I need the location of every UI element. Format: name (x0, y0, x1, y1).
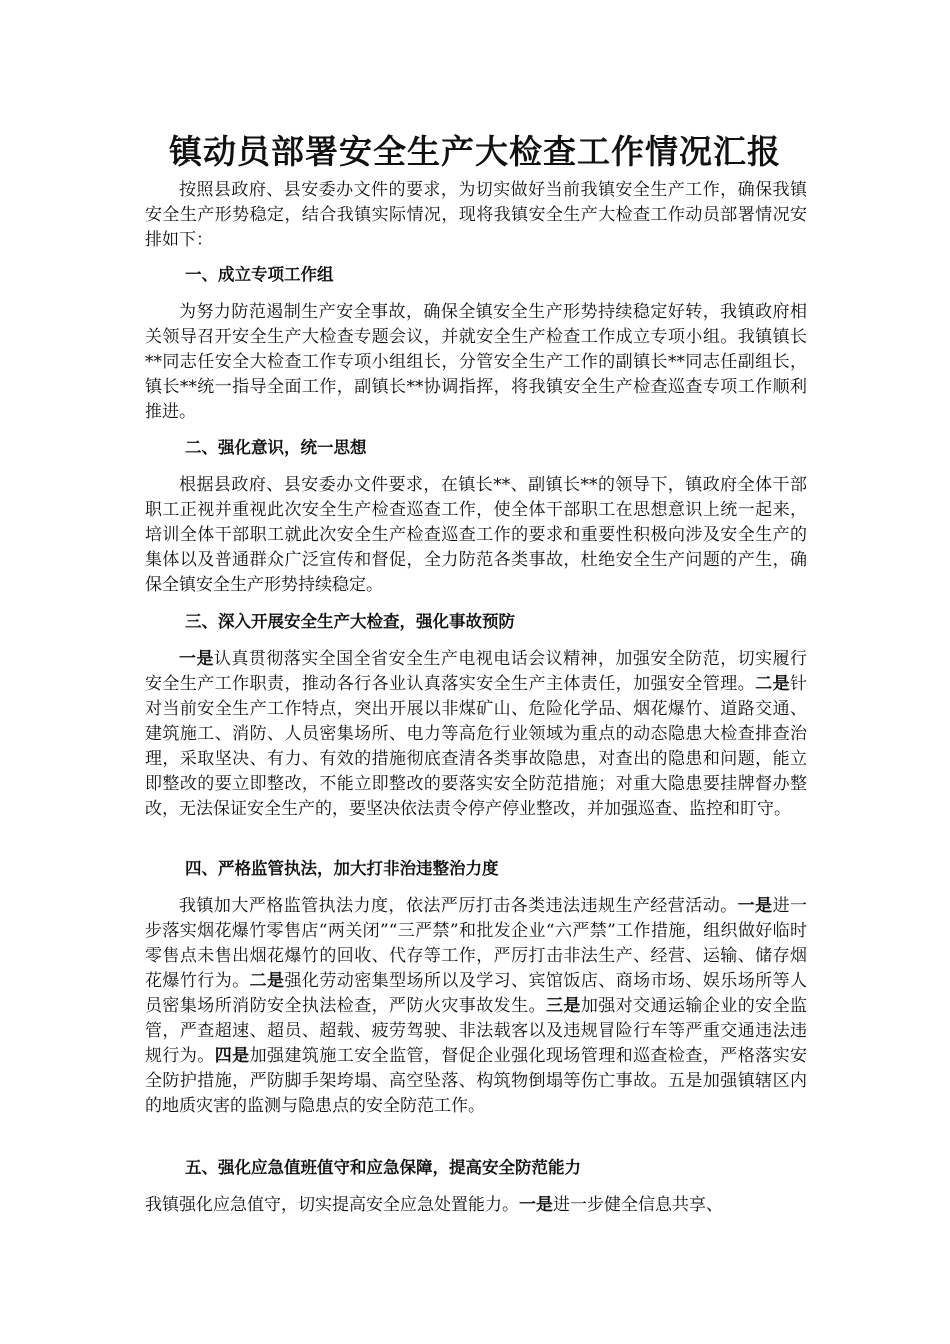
intro-paragraph (145, 178, 807, 253)
section-5-text (145, 1193, 807, 1218)
section-1-body (145, 300, 807, 425)
document-title: 镇动员部署安全生产大检查工作情况汇报 (169, 132, 781, 171)
section-4-body (145, 894, 807, 1119)
section-2-body (145, 473, 807, 598)
section-5-body (145, 1193, 807, 1218)
section-3-point-1: 认真贯彻落实全国全省安全生产电视电话会议精神，加强安全防范，切实履行安全生产工作职责，推动各行各业认真落实安全生产主体责任，加强安全管理。 (145, 649, 808, 694)
section-5-heading: 五、强化应急值班值守和应急保障，提高安全防范能力 (185, 1158, 581, 1177)
section-4-point-1: 进一步落实烟花爆竹零售店“两关闭”“三严禁”和批发企业“六严禁”工作措施，组织做好临时零售点未售出烟花爆竹的回收、代存等工作，严厉打击非法生产、经营、运输、储存烟花爆竹行为。 (145, 896, 808, 991)
section-5-point-1: 进一步健全信息共享、 (553, 1195, 723, 1215)
section-3-point-2: 针对当前安全生产工作特点，突出开展以非煤矿山、危险化学品、烟花爆竹、道路交通、建筑施工、消防、人员密集场所、电力等高危行业领域为重点的动态隐患大检查排查治理，采取坚决、有力、有效的措施彻底查清各类事故隐患，对查出的隐患和问题，能立即整改的要立即整改，不能立即整改的要落实安全防范措施；对重大隐患要挂牌督办整改，无法保证安全生产的，要坚决依法责令停产停业整改，并加强巡查、监控和盯守。 (145, 674, 808, 819)
section-1-text: 为努力防范遏制生产安全事故，确保全镇安全生产形势持续稳定好转，我镇政府相关领导召开安全生产大检查专题会议，并就安全生产检查工作成立专项小组。我镇镇长**同志任安全大检查工作专项小组组长，分管安全生产工作的副镇长**同志任副组长，镇长**统一指导全面工作，副镇长**协调指挥，将我镇安全生产检查巡查专项工作顺利推进。 (145, 302, 807, 422)
keyword-yishi: 一是 (519, 1195, 553, 1215)
keyword-sanshi: 三是 (545, 996, 581, 1016)
section-3-body (145, 647, 807, 822)
section-1-heading: 一、成立专项工作组 (185, 265, 334, 284)
keyword-ershi: 二是 (755, 674, 791, 694)
section-2-text: 根据县政府、县安委办文件要求，在镇长**、副镇长**的领导下，镇政府全体干部职工正视并重视此次安全生产检查巡查工作，使全体干部职工在思想意识上统一起来，培训全体干部职工就此次安全生产检查巡查工作的要求和重要性积极向涉及安全生产的集体以及普通群众广泛宣传和督促，全力防范各类事故，杜绝安全生产问题的产生，确保全镇安全生产形势持续稳定。 (145, 475, 807, 595)
section-4-lead: 我镇加大严格监管执法力度，依法严厉打击各类违法违规生产经营活动。 (179, 896, 738, 916)
section-4-point-4: 加强建筑施工安全监管，督促企业强化现场管理和巡查检查，严格落实安全防护措施，严防脚手架垮塌、高空坠落、构筑物倒塌等伤亡事故。五是加强镇辖区内的地质灾害的监测与隐患点的安全防范工作。 (145, 1046, 808, 1116)
section-5-lead: 我镇强化应急值守，切实提高安全应急处置能力。 (145, 1195, 519, 1215)
section-3-heading: 三、深入开展安全生产大检查，强化事故预防 (185, 612, 515, 631)
intro-text: 按照县政府、县安委办文件的要求，为切实做好当前我镇安全生产工作，确保我镇安全生产形势稳定，结合我镇实际情况，现将我镇安全生产大检查工作动员部署情况安排如下： (145, 180, 807, 250)
section-4-point-2: 强化劳动密集型场所以及学习、宾馆饭店、商场市场、娱乐场所等人员密集场所消防安全执法检查，严防火灾事故发生。 (145, 971, 808, 1016)
section-2-heading: 二、强化意识，统一思想 (185, 438, 367, 457)
keyword-yishi: 一是 (179, 649, 214, 669)
keyword-sishi: 四是 (214, 1046, 250, 1066)
keyword-ershi: 二是 (249, 971, 285, 991)
keyword-yishi: 一是 (737, 896, 773, 916)
section-4-point-3: 加强对交通运输企业的安全监管，严查超速、超员、超载、疲劳驾驶、非法载客以及违规冒险行车等严重交通违法违规行为。 (145, 996, 808, 1066)
section-3-text (145, 647, 807, 822)
section-4-text (145, 894, 807, 1119)
section-4-heading: 四、严格监管执法，加大打非治违整治力度 (185, 859, 499, 878)
